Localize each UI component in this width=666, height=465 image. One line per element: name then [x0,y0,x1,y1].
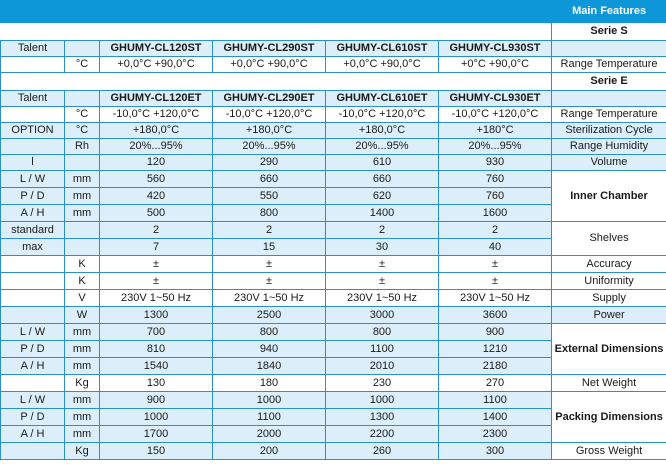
model-cl290et: GHUMY-CL290ET [213,91,326,107]
uniformity-row [1,273,666,290]
value-cell: 230 [326,375,439,392]
main-features-title: Main Features [1,1,666,23]
value-cell: 1600 [439,205,552,222]
model-cl610st: GHUMY-CL610ST [326,41,439,57]
value-cell: ± [213,256,326,273]
value-cell: 2 [100,222,213,239]
value-cell: +180,0°C [100,123,213,139]
unit-cell: mm [65,426,100,443]
value-cell: 900 [100,392,213,409]
inner-chamber-row: P / D mm 420 550 620 760 [1,188,666,205]
feature-label: Range Humidity [552,139,666,155]
value-cell: 20%...95% [100,139,213,155]
power-row [1,307,666,324]
value-cell: 1100 [326,341,439,358]
value-cell: 15 [213,239,326,256]
value-cell: 560 [100,171,213,188]
value-cell: 800 [213,324,326,341]
unit-cell: mm [65,188,100,205]
value-cell: 2 [439,222,552,239]
value-cell: 1000 [100,409,213,426]
value-cell: 660 [213,171,326,188]
value-cell: 200 [213,443,326,460]
feature-label: Sterilization Cycle [552,123,666,139]
feature-label: Accuracy [552,256,666,273]
value-cell: ± [213,273,326,290]
value-cell: 500 [100,205,213,222]
value-cell: 180 [213,375,326,392]
value-cell: 20%...95% [213,139,326,155]
value-cell: 2000 [213,426,326,443]
value-cell: 230V 1~50 Hz [439,290,552,307]
value-cell: ± [326,273,439,290]
value-cell: +180,0°C [326,123,439,139]
sterilization-row [1,123,666,139]
feature-label: Range Temperature [552,107,666,123]
serie-e-temp-row [1,107,666,123]
serie-s-talent-label: Talent [1,41,65,57]
value-cell: 30 [326,239,439,256]
packing-dimensions-row: L / W mm 900 1000 1000 1100 Packing Dimensions [1,392,666,409]
value-cell: 760 [439,188,552,205]
inner-chamber-row: L / W mm 560 660 660 760 Inner Chamber [1,171,666,188]
model-cl290st: GHUMY-CL290ST [213,41,326,57]
value-cell: 810 [100,341,213,358]
value-cell: 150 [100,443,213,460]
value-cell: -10,0°C +120,0°C [213,107,326,123]
value-cell: 2200 [326,426,439,443]
external-dimensions-row: A / H mm 1540 1840 2010 2180 [1,358,666,375]
packing-dimensions-row: A / H mm 1700 2000 2200 2300 [1,426,666,443]
value-cell: ± [439,273,552,290]
unit-cell: K [65,256,100,273]
unit-cell [65,155,100,171]
unit-cell: mm [65,205,100,222]
value-cell: 2 [326,222,439,239]
value-cell: +180,0°C [213,123,326,139]
value-cell: 1400 [439,409,552,426]
net-weight-row [1,375,666,392]
value-cell: 2180 [439,358,552,375]
feature-label: Volume [552,155,666,171]
serie-e-label: Serie E [552,73,666,91]
value-cell: 800 [213,205,326,222]
value-cell: 1300 [326,409,439,426]
value-cell: 130 [100,375,213,392]
value-cell: 230V 1~50 Hz [100,290,213,307]
value-cell: 7 [100,239,213,256]
value-cell: 1700 [100,426,213,443]
model-cl120et: GHUMY-CL120ET [100,91,213,107]
unit-cell: mm [65,324,100,341]
feature-label: Supply [552,290,666,307]
value-cell: ± [326,256,439,273]
unit-cell: W [65,307,100,324]
shelves-label: Shelves [552,222,666,256]
option-label: OPTION [1,123,65,139]
value-cell: 2500 [213,307,326,324]
model-cl930st: GHUMY-CL930ST [439,41,552,57]
unit-cell: Kg [65,443,100,460]
value-cell: 270 [439,375,552,392]
unit-cell: Rh [65,139,100,155]
external-dimensions-row: P / D mm 810 940 1100 1210 [1,341,666,358]
value-cell: 1000 [326,392,439,409]
value-cell: 610 [326,155,439,171]
value-cell: -10,0°C +120,0°C [439,107,552,123]
unit-cell: K [65,273,100,290]
feature-label: Uniformity [552,273,666,290]
value-cell: +0°C +90,0°C [439,57,552,73]
value-cell: 930 [439,155,552,171]
value-cell: 760 [439,171,552,188]
value-cell: 20%...95% [326,139,439,155]
humidity-row [1,139,666,155]
feature-label: Power [552,307,666,324]
value-cell: 1300 [100,307,213,324]
external-dimensions-row: L / W mm 700 800 800 900 External Dimensions [1,324,666,341]
value-cell: ± [100,273,213,290]
value-cell: 260 [326,443,439,460]
value-cell: 1100 [213,409,326,426]
unit-cell: mm [65,358,100,375]
unit-cell: mm [65,341,100,358]
value-cell: -10,0°C +120,0°C [100,107,213,123]
value-cell: 1000 [213,392,326,409]
value-cell: 1210 [439,341,552,358]
value-cell: 900 [439,324,552,341]
value-cell: 1840 [213,358,326,375]
gross-weight-row [1,443,666,460]
value-cell: 290 [213,155,326,171]
unit-cell: V [65,290,100,307]
value-cell: 300 [439,443,552,460]
unit-cell: °C [65,107,100,123]
unit-cell: °C [65,57,100,73]
value-cell: 230V 1~50 Hz [213,290,326,307]
value-cell: 120 [100,155,213,171]
unit-cell: mm [65,171,100,188]
unit-cell: mm [65,409,100,426]
volume-row: l 120 290 610 930 Volume [1,155,666,171]
unit-cell: mm [65,392,100,409]
value-cell: 800 [326,324,439,341]
shelves-row: standard 2 2 2 2 Shelves [1,222,666,239]
inner-chamber-label: Inner Chamber [552,171,666,222]
value-cell: 420 [100,188,213,205]
inner-chamber-row: A / H mm 500 800 1400 1600 [1,205,666,222]
unit-cell: °C [65,123,100,139]
feature-label: Range Temperature [552,57,666,73]
value-cell: 660 [326,171,439,188]
value-cell: +0,0°C +90,0°C [326,57,439,73]
value-cell: 1540 [100,358,213,375]
serie-s-label: Serie S [552,23,666,41]
feature-label: Gross Weight [552,443,666,460]
value-cell: 40 [439,239,552,256]
value-cell: 620 [326,188,439,205]
value-cell: 1400 [326,205,439,222]
value-cell: 550 [213,188,326,205]
serie-s-label-row [1,23,666,41]
supply-row [1,290,666,307]
serie-s-header-row [1,41,666,57]
packing-dimensions-label: Packing Dimensions [552,392,666,443]
serie-e-talent-label: Talent [1,91,65,107]
serie-e-label-row [1,73,666,91]
value-cell: +180°C [439,123,552,139]
unit-cell [65,222,100,239]
value-cell: 2 [213,222,326,239]
shelves-row: max 7 15 30 40 [1,239,666,256]
value-cell: 1100 [439,392,552,409]
value-cell: ± [100,256,213,273]
model-cl610et: GHUMY-CL610ET [326,91,439,107]
feature-label: Net Weight [552,375,666,392]
value-cell: 700 [100,324,213,341]
serie-s-temp-row [1,57,666,73]
accuracy-row [1,256,666,273]
unit-cell [65,239,100,256]
serie-e-header-row [1,91,666,107]
value-cell: 230V 1~50 Hz [326,290,439,307]
value-cell: -10,0°C +120,0°C [326,107,439,123]
unit-cell: Kg [65,375,100,392]
value-cell: 2010 [326,358,439,375]
external-dimensions-label: External Dimensions [552,324,666,375]
model-cl930et: GHUMY-CL930ET [439,91,552,107]
value-cell: +0,0°C +90,0°C [100,57,213,73]
value-cell: +0,0°C +90,0°C [213,57,326,73]
value-cell: 20%...95% [439,139,552,155]
value-cell: ± [439,256,552,273]
value-cell: 3000 [326,307,439,324]
value-cell: 940 [213,341,326,358]
model-cl120st: GHUMY-CL120ST [100,41,213,57]
value-cell: 3600 [439,307,552,324]
packing-dimensions-row: P / D mm 1000 1100 1300 1400 [1,409,666,426]
value-cell: 2300 [439,426,552,443]
main-features-banner [1,1,666,23]
